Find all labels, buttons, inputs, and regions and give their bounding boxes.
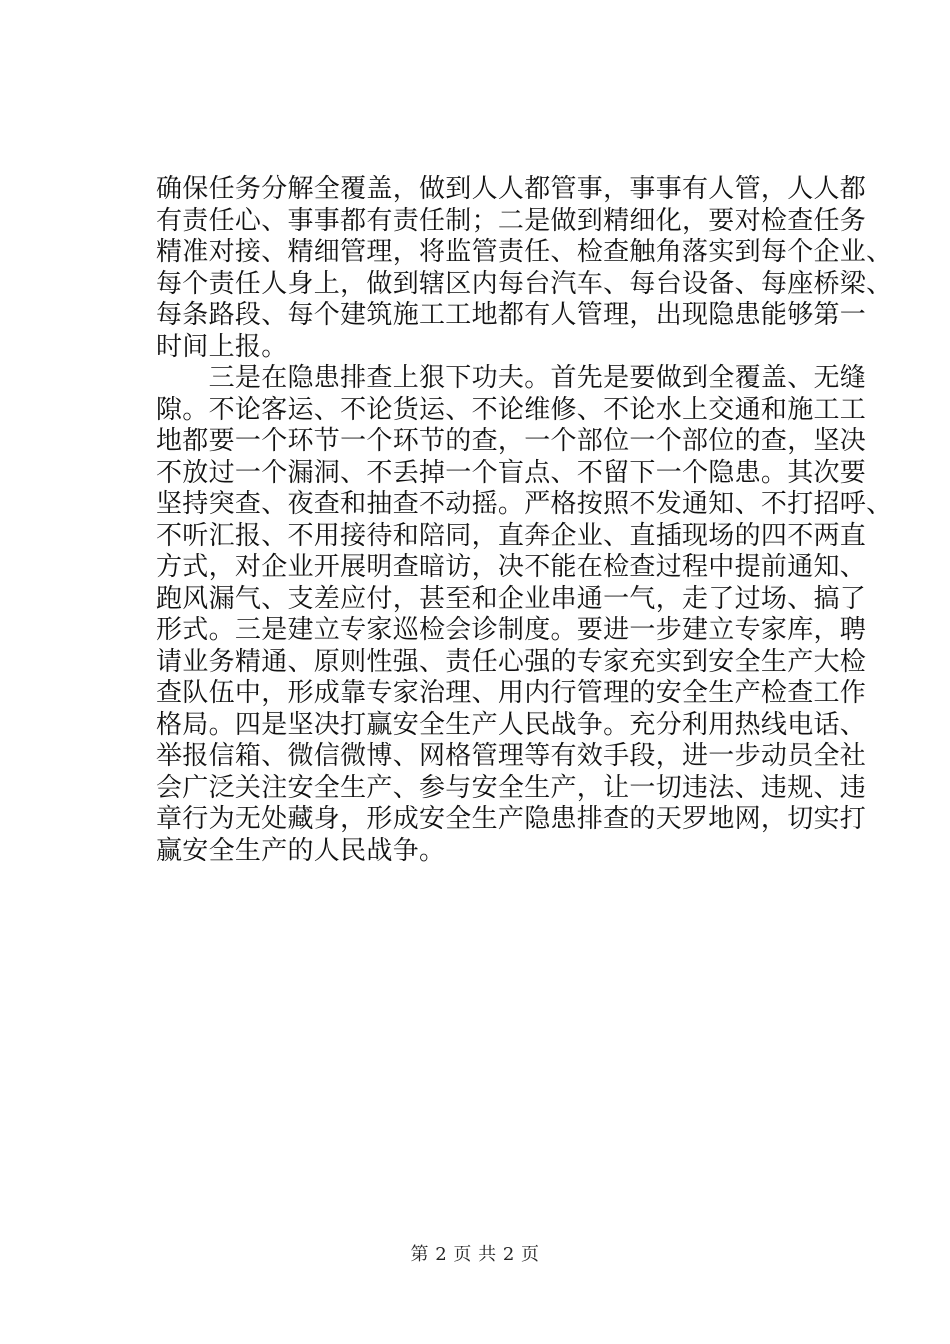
text-line: 地都要一个环节一个环节的查，一个部位一个部位的查，坚决	[156, 426, 867, 456]
text-line: 查队伍中，形成靠专家治理、用内行管理的安全生产检查工作	[156, 678, 867, 708]
text-line: 坚持突查、夜查和抽查不动摇。严格按照不发通知、不打招呼、	[156, 489, 893, 519]
text-line: 隙。不论客运、不论货运、不论维修、不论水上交通和施工工	[156, 394, 867, 425]
text-line: 不放过一个漏洞、不丢掉一个盲点、不留下一个隐患。其次要	[156, 457, 867, 488]
text-line: 三是在隐患排查上狠下功夫。首先是要做到全覆盖、无缝	[156, 363, 867, 393]
text-line: 形式。三是建立专家巡检会诊制度。要进一步建立专家库，聘	[156, 615, 867, 645]
text-line: 格局。四是坚决打赢安全生产人民战争。充分利用热线电话、	[156, 709, 867, 740]
text-line: 举报信箱、微信微博、网格管理等有效手段，进一步动员全社	[156, 741, 867, 771]
text-line: 每条路段、每个建筑施工工地都有人管理，出现隐患能够第一	[156, 300, 867, 330]
text-line: 方式，对企业开展明查暗访，决不能在检查过程中提前通知、	[156, 552, 867, 582]
text-line: 跑风漏气、支差应付，甚至和企业串通一气，走了过场、搞了	[156, 583, 867, 614]
text-line: 会广泛关注安全生产、参与安全生产，让一切违法、违规、违	[156, 772, 867, 803]
text-line: 时间上报。	[156, 331, 288, 362]
text-line: 赢安全生产的人民战争。	[156, 835, 446, 866]
text-line: 请业务精通、原则性强、责任心强的专家充实到安全生产大检	[156, 646, 867, 677]
page-number-footer: 第 2 页 共 2 页	[410, 1244, 540, 1265]
text-line: 确保任务分解全覆盖，做到人人都管事，事事有人管，人人都	[156, 174, 867, 204]
text-line: 章行为无处藏身，形成安全生产隐患排查的天罗地网，切实打	[156, 804, 867, 834]
text-line: 每个责任人身上，做到辖区内每台汽车、每台设备、每座桥梁、	[156, 268, 893, 299]
document-body	[156, 174, 893, 867]
text-line: 有责任心、事事都有责任制；二是做到精细化，要对检查任务	[156, 205, 867, 236]
text-line: 不听汇报、不用接待和陪同，直奔企业、直插现场的四不两直	[156, 520, 867, 551]
text-line: 精准对接、精细管理，将监管责任、检查触角落实到每个企业、	[156, 237, 893, 267]
